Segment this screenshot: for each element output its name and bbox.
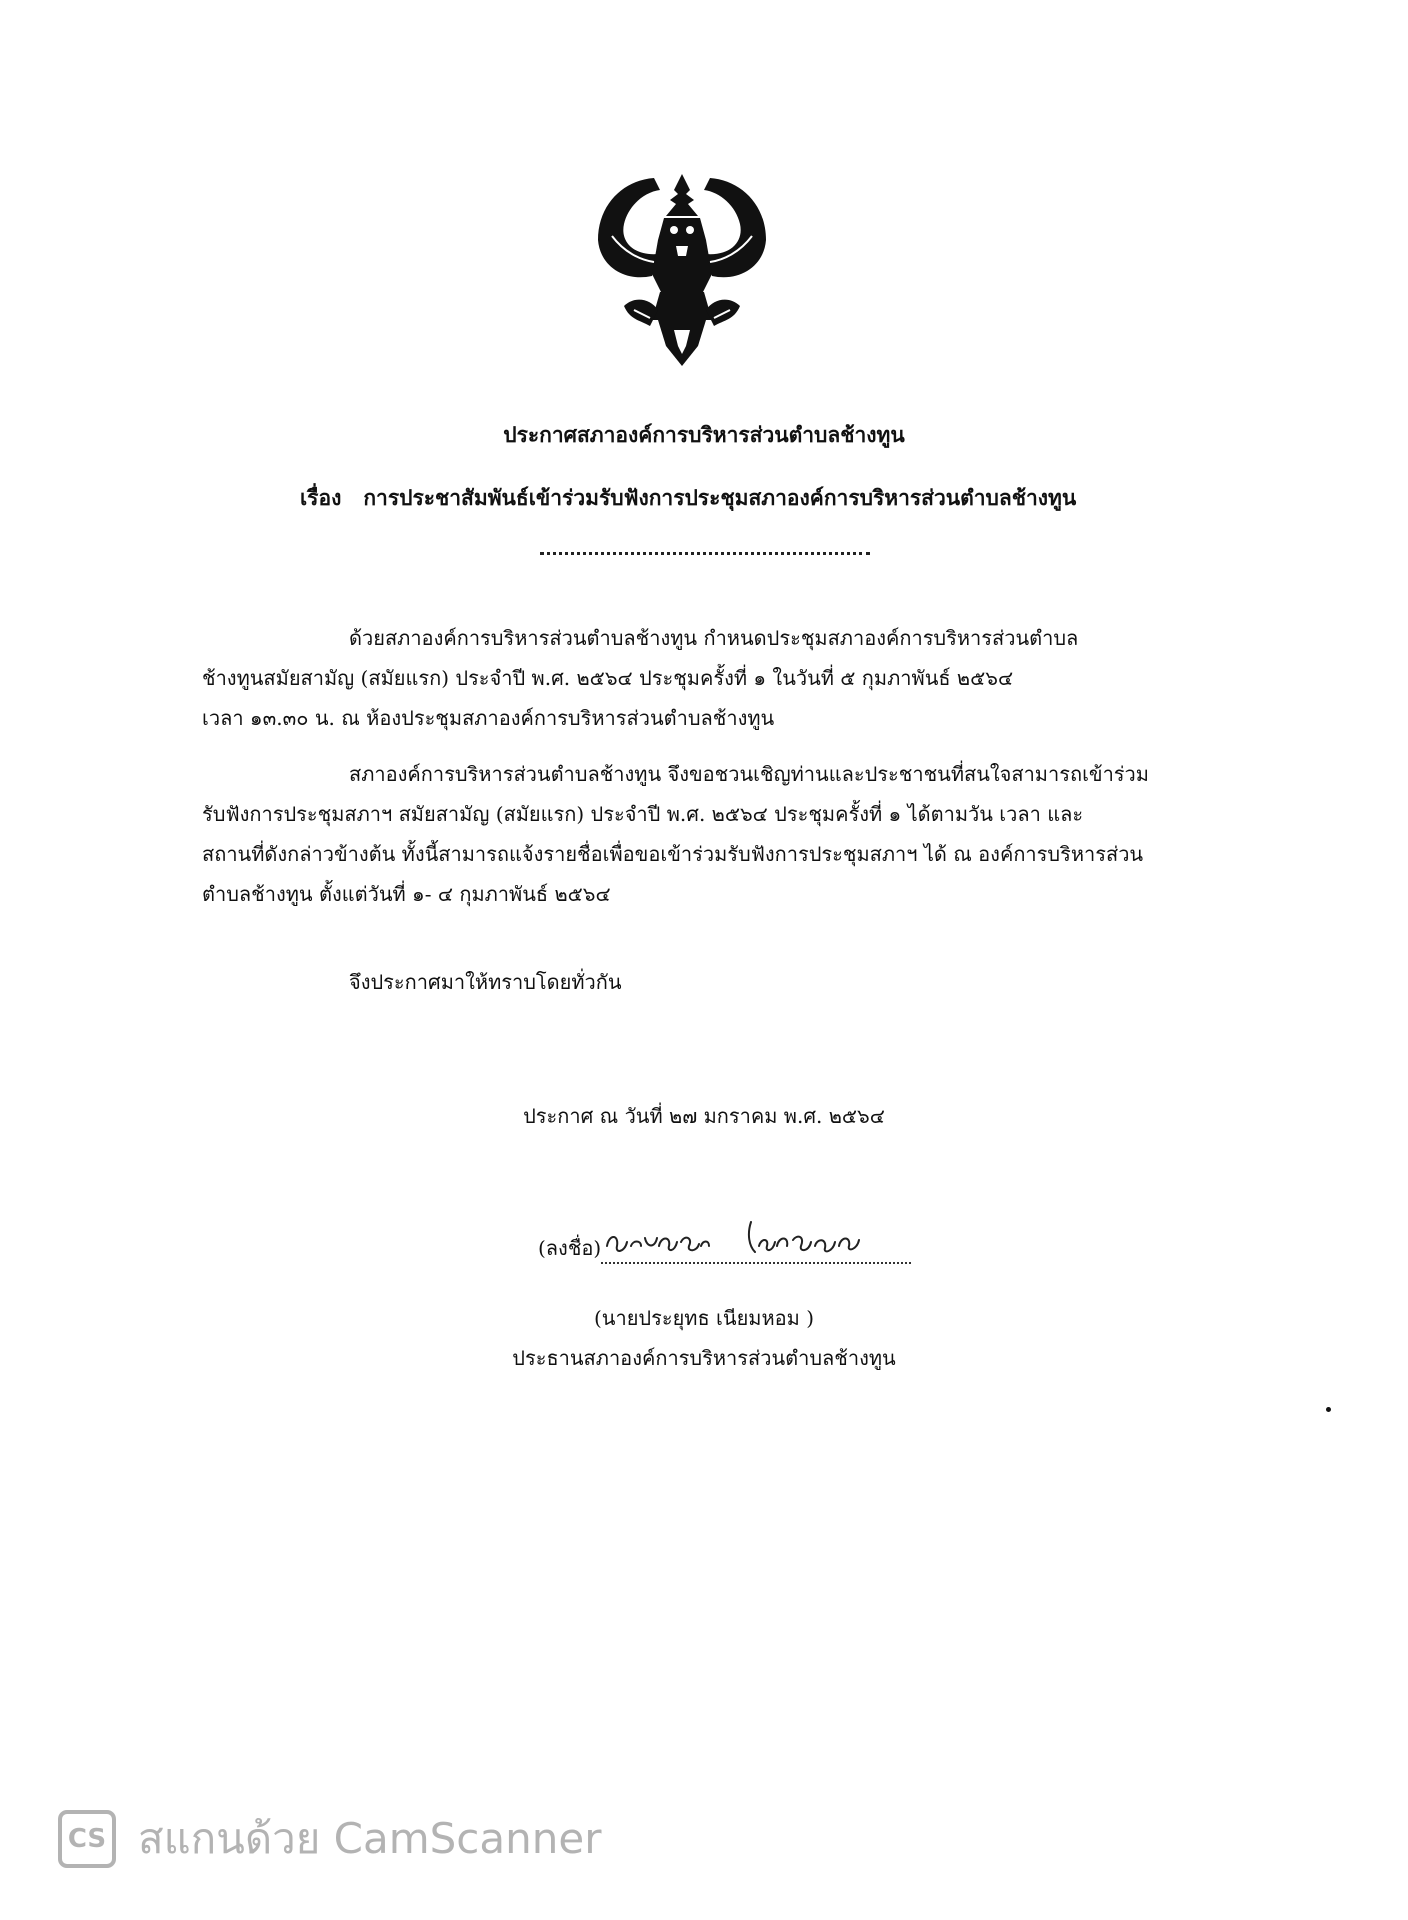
- announcement-title: ประกาศสภาองค์การบริหารส่วนตำบลช้างทูน: [503, 422, 905, 447]
- announced-date: ประกาศ ณ วันที่ ๒๗ มกราคม พ.ศ. ๒๕๖๔: [523, 1104, 885, 1128]
- subject-line: [300, 482, 1076, 515]
- paragraph-2-line-1: สภาองค์การบริหารส่วนตำบลช้างทูน จึงขอชวนเชิญท่านและประชาชนที่สนใจสามารถเข้าร่วม: [349, 762, 1149, 786]
- camscanner-logo-icon: [58, 1810, 116, 1868]
- subject-label: เรื่อง: [300, 485, 342, 510]
- closing-statement: [202, 962, 1222, 1002]
- signatory-name: (นายประยุทธ เนียมหอม ): [593, 1306, 815, 1330]
- paragraph-1: [202, 618, 1222, 738]
- garuda-emblem-icon: [594, 170, 770, 368]
- paragraph-2-line-4: ตำบลช้างทูน ตั้งแต่วันที่ ๑- ๔ กุมภาพันธ์ ๒๕๖๔: [202, 882, 611, 906]
- camscanner-text: สแกนด้วย CamScanner: [138, 1814, 602, 1863]
- dotted-divider: [540, 552, 870, 555]
- signatory-position: ประธานสภาองค์การบริหารส่วนตำบลช้างทูน: [512, 1346, 896, 1370]
- camscanner-watermark: [58, 1808, 601, 1870]
- handwritten-signature: [601, 1212, 911, 1264]
- paragraph-2-line-3: สถานที่ดังกล่าวข้างต้น ทั้งนี้สามารถแจ้งรายชื่อเพื่อขอเข้าร่วมรับฟังการประชุมสภาฯ ได้ ณ องค์การบริหารส่วน: [202, 842, 1144, 866]
- subject-text: การประชาสัมพันธ์เข้าร่วมรับฟังการประชุมสภาองค์การบริหารส่วนตำบลช้างทูน: [363, 485, 1077, 510]
- paragraph-2: [202, 754, 1222, 914]
- signature-row: [538, 1212, 911, 1264]
- paragraph-1-line-2: ช้างทูนสมัยสามัญ (สมัยแรก) ประจำปี พ.ศ. ๒๕๖๔ ประชุมครั้งที่ ๑ ในวันที่ ๕ กุมภาพันธ์ ๒๕๖๔: [202, 666, 1014, 690]
- paragraph-2-line-2: รับฟังการประชุมสภาฯ สมัยสามัญ (สมัยแรก) ประจำปี พ.ศ. ๒๕๖๔ ประชุมครั้งที่ ๑ ได้ตามวัน เวลา และ: [202, 802, 1084, 826]
- scan-speck: [1326, 1407, 1331, 1412]
- paragraph-1-line-1: ด้วยสภาองค์การบริหารส่วนตำบลช้างทูน กำหนดประชุมสภาองค์การบริหารส่วนตำบล: [349, 626, 1079, 650]
- closing-line: จึงประกาศมาให้ทราบโดยทั่วกัน: [349, 970, 622, 994]
- sign-label: (ลงชื่อ): [538, 1236, 602, 1260]
- camscanner-logo-text: CS: [67, 1824, 107, 1854]
- paragraph-1-line-3: เวลา ๑๓.๓๐ น. ณ ห้องประชุมสภาองค์การบริหารส่วนตำบลช้างทูน: [202, 706, 775, 730]
